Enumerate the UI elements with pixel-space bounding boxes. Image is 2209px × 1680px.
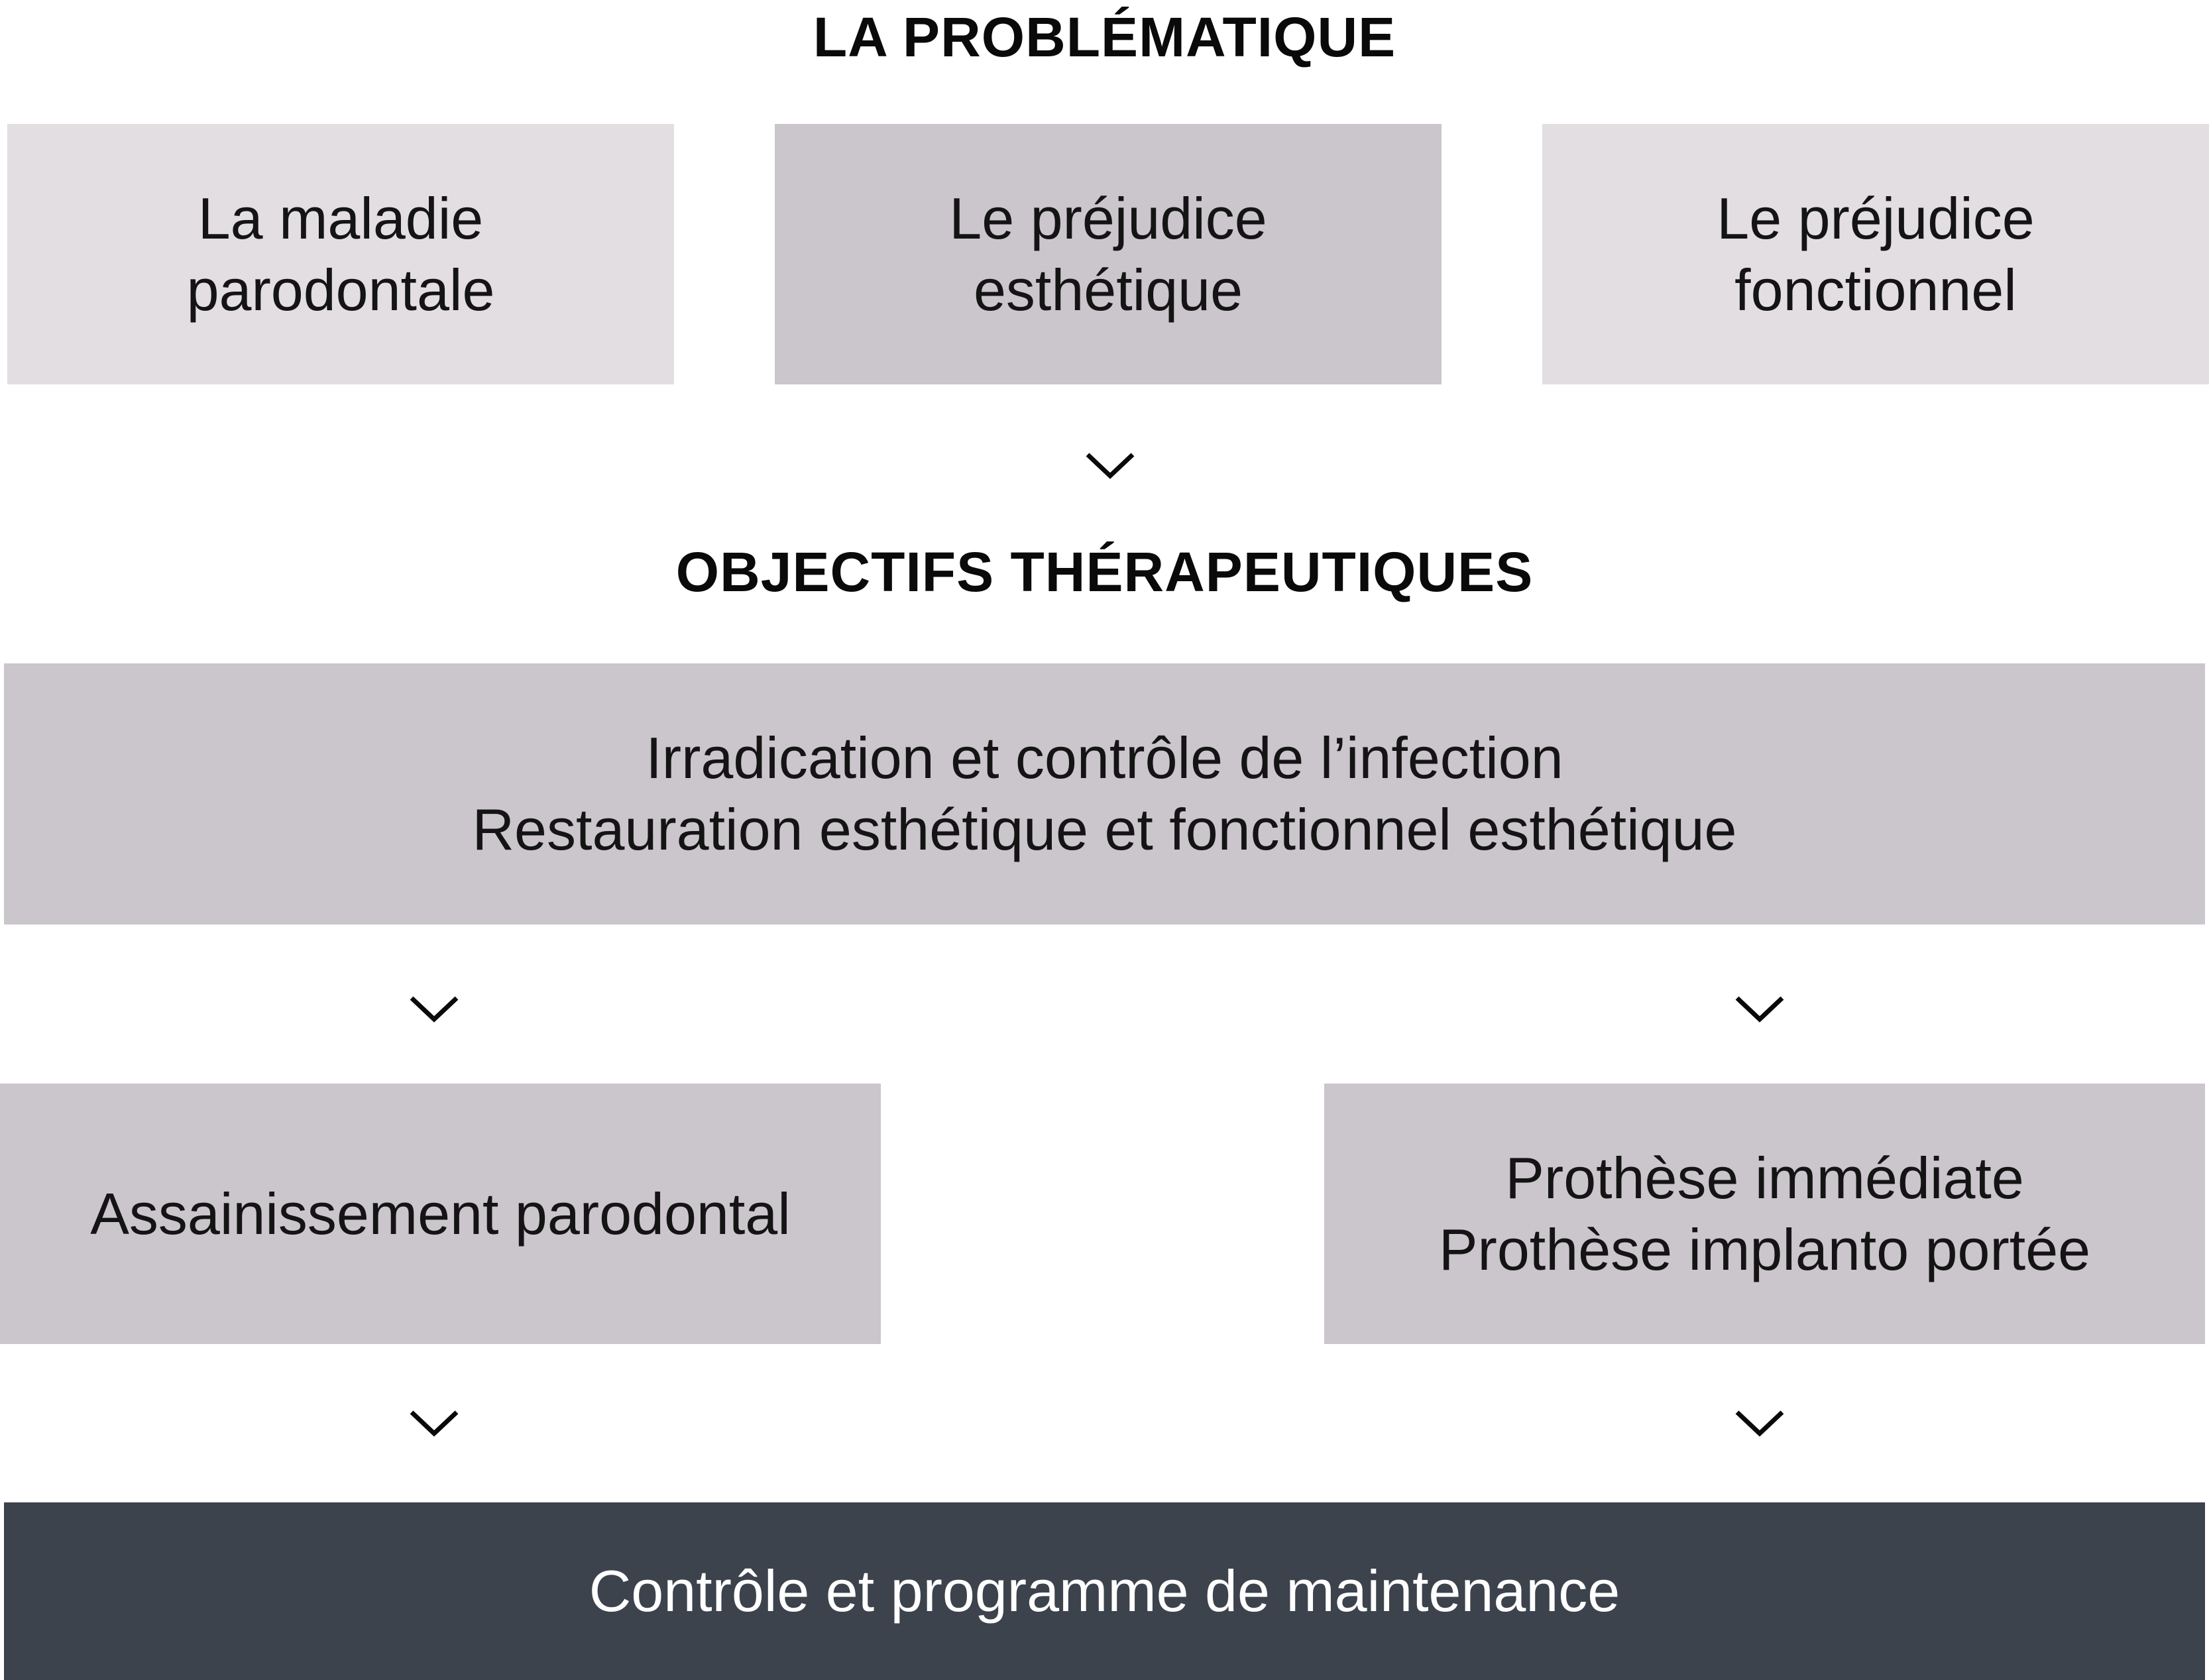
box-line: Restauration esthétique et fonctionnel esthétique [472, 797, 1737, 862]
objectives-main-box [4, 663, 2205, 924]
box-line: Irradication et contrôle de l’infection [646, 725, 1563, 791]
chevron-down-icon [1084, 451, 1137, 484]
treatment-box-assainissement [0, 1084, 881, 1344]
maintenance-box [4, 1502, 2205, 1680]
box-line: Prothèse immédiate [1505, 1145, 2024, 1211]
box-line: parodontale [186, 256, 495, 323]
box-line: Prothèse implanto portée [1438, 1216, 2091, 1282]
box-line: La maladie [198, 185, 484, 251]
treatment-box-prothese [1324, 1084, 2205, 1344]
chevron-down-icon [1733, 994, 1786, 1027]
problem-title: LA PROBLÉMATIQUE [813, 6, 1396, 68]
box-line: esthétique [973, 256, 1243, 323]
box-line: Le préjudice [949, 185, 1267, 251]
problem-box-fonctionnel [1542, 124, 2209, 384]
objectives-title: OBJECTIFS THÉRAPEUTIQUES [675, 541, 1534, 603]
box-line: Contrôle et programme de maintenance [589, 1558, 1620, 1624]
chevron-down-icon [1733, 1408, 1786, 1441]
problem-box-maladie [7, 124, 674, 384]
chevron-down-icon [408, 1408, 461, 1441]
box-line: Le préjudice [1717, 185, 2035, 251]
box-line: fonctionnel [1734, 256, 2017, 323]
chevron-down-icon [408, 994, 461, 1027]
problem-box-esthetique [775, 124, 1442, 384]
box-line: Assainissement parodontal [90, 1180, 791, 1247]
